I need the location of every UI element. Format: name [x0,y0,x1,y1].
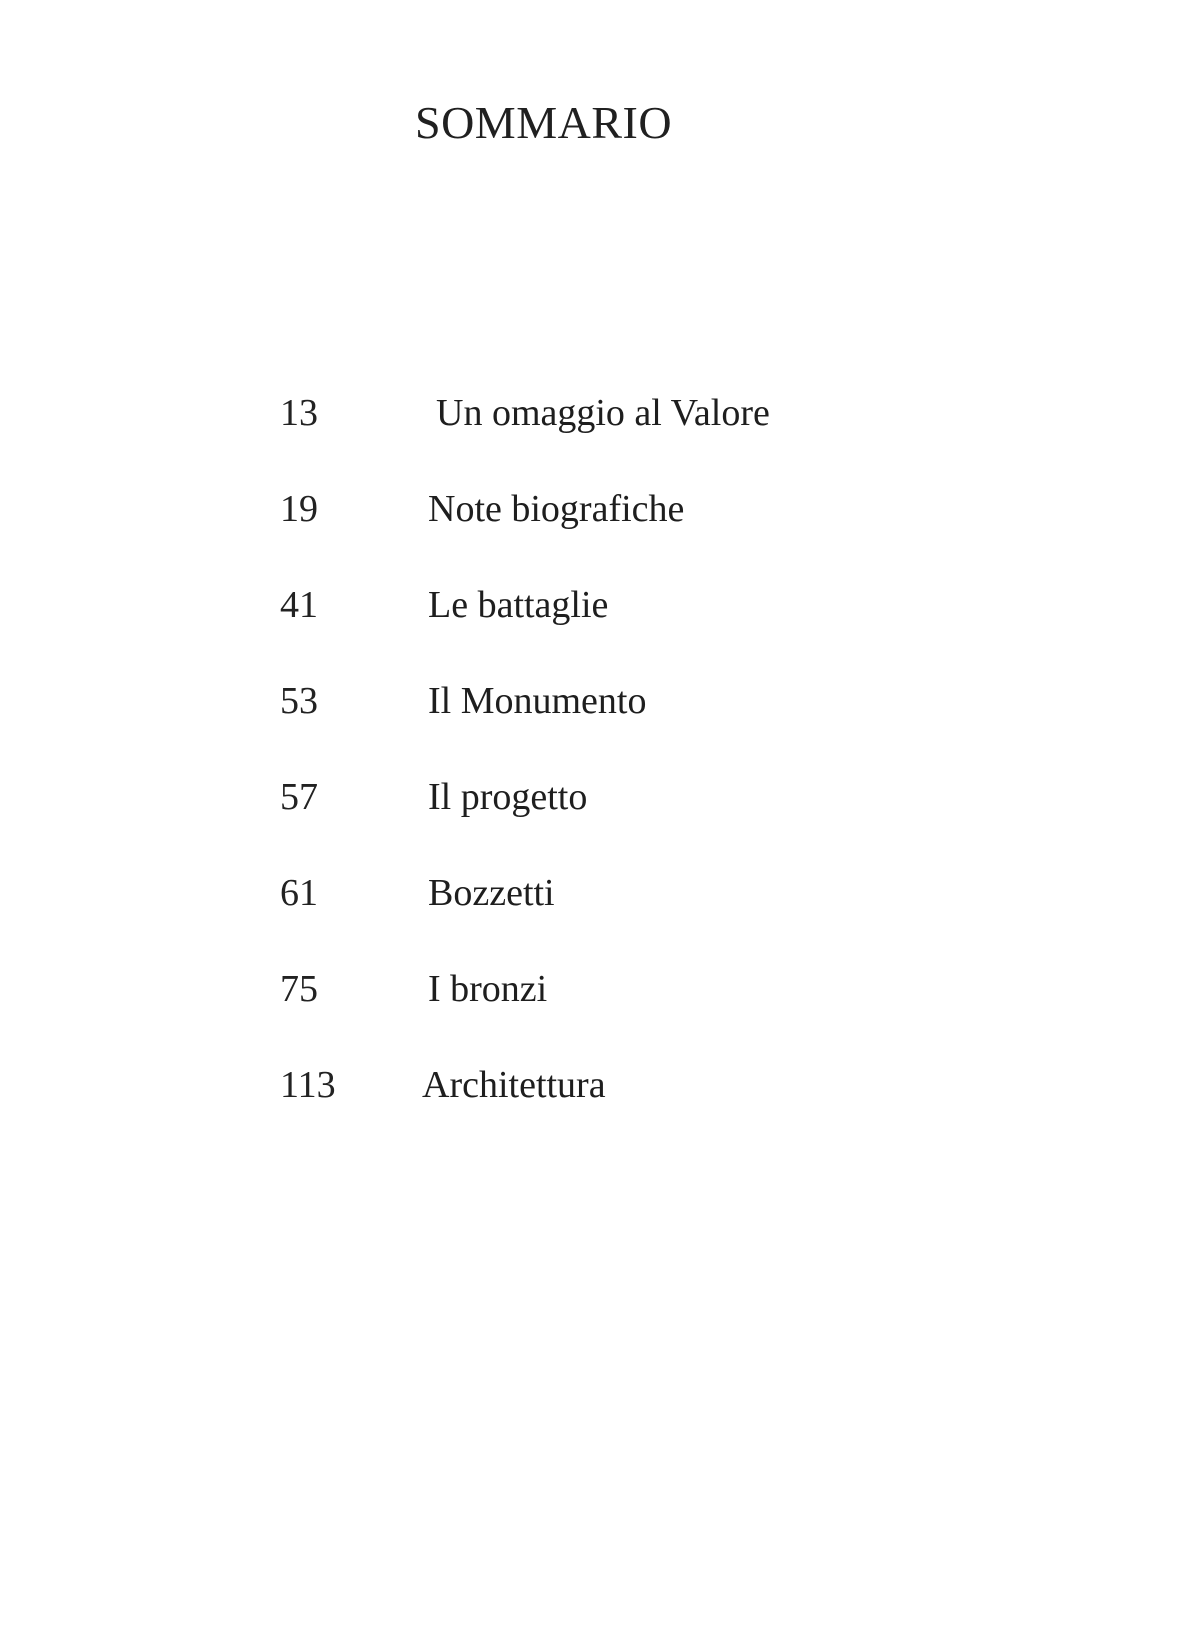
toc-entry-title: Architettura [422,1064,606,1106]
toc-entry-title: Il Monumento [428,680,647,722]
toc-entry [280,778,980,874]
toc-page-number: 57 [280,776,318,818]
toc-page-number: 19 [280,488,318,530]
toc-entry-title: I bronzi [428,968,548,1010]
toc-entry-title: Bozzetti [428,872,555,914]
toc-entry-title: Il progetto [428,776,588,818]
toc-entry [280,1066,980,1162]
toc-entry [280,874,980,970]
toc-entry-title: Le battaglie [428,584,609,626]
page-title: SOMMARIO [415,97,673,148]
toc-entry [280,682,980,778]
toc-entry-title: Note biografiche [428,488,685,530]
toc-entry [280,970,980,1066]
toc-page-number: 75 [280,968,318,1010]
toc-entry [280,394,980,490]
toc-entry [280,586,980,682]
toc-page-number: 113 [280,1064,336,1106]
toc-page-number: 13 [280,392,318,434]
table-of-contents [280,394,980,1162]
toc-page-number: 53 [280,680,318,722]
toc-entry-title: Un omaggio al Valore [436,392,770,434]
toc-entry [280,490,980,586]
toc-page-number: 41 [280,584,318,626]
toc-page-number: 61 [280,872,318,914]
